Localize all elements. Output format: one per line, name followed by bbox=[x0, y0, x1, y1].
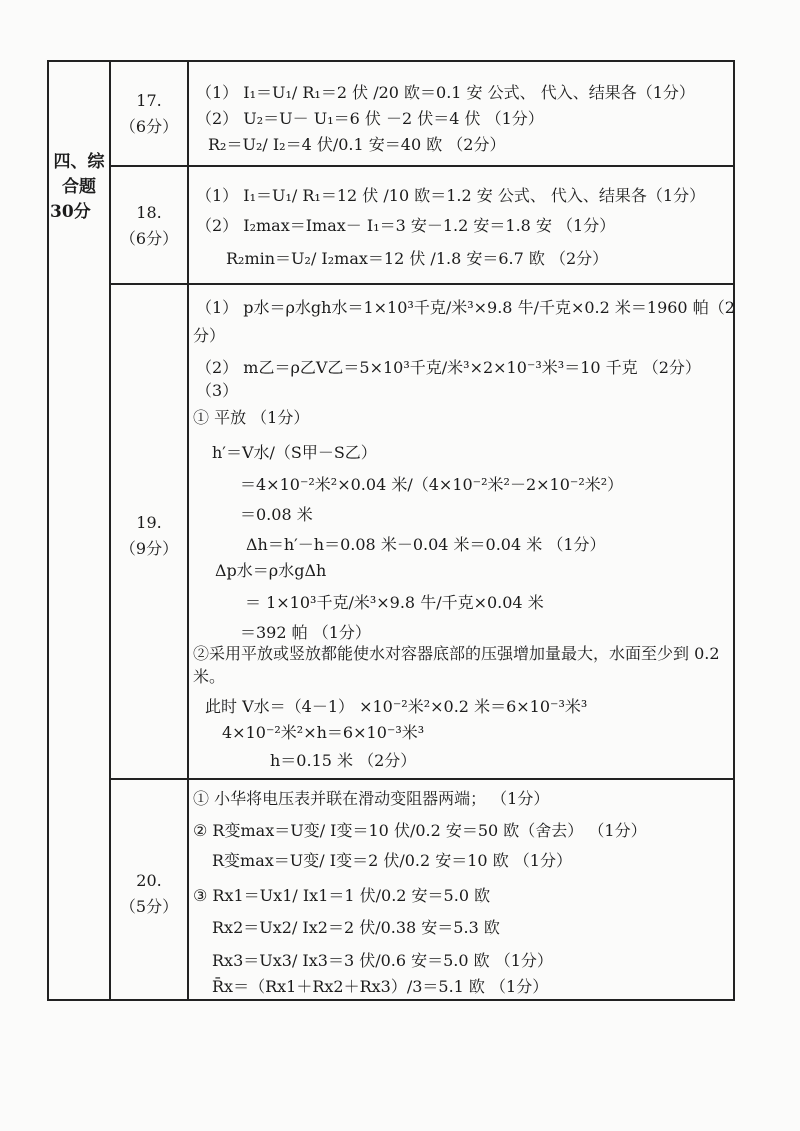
q20-score: （5分） bbox=[119, 897, 179, 916]
q20-line-1: ① 小华将电压表并联在滑动变阻器两端； （1分） bbox=[193, 789, 550, 808]
section-label bbox=[48, 150, 110, 225]
q19-line-14: 米。 bbox=[193, 667, 226, 686]
q18-line-3: R₂min＝U₂/ I₂max＝12 伏 /1.8 安＝6.7 欧 （2分） bbox=[226, 249, 609, 268]
q19-line-15: 此时 V水＝（4－1） ×10⁻²米²×0.2 米＝6×10⁻³米³ bbox=[205, 697, 588, 716]
question-20-number bbox=[110, 868, 188, 920]
q19-line-9: Δh＝h′－h＝0.08 米－0.04 米＝0.04 米 （1分） bbox=[246, 535, 606, 554]
q18-score: （6分） bbox=[119, 229, 179, 248]
q18-num: 18. bbox=[136, 203, 162, 222]
section-label-line2: 合题 bbox=[62, 177, 96, 197]
q19-line-5: ① 平放 （1分） bbox=[193, 408, 310, 427]
q17-line-3: R₂＝U₂/ I₂＝4 伏/0.1 安＝40 欧 （2分） bbox=[208, 135, 506, 154]
section-label-line3: 30分 bbox=[50, 202, 91, 222]
q19-line-2: 分） bbox=[193, 326, 226, 345]
table-right-border bbox=[733, 60, 735, 1001]
q20-line-3: R变max＝U变/ I变＝2 伏/0.2 安＝10 欧 （1分） bbox=[212, 851, 572, 870]
q19-line-12: ＝392 帕 （1分） bbox=[240, 623, 371, 642]
q20-num: 20. bbox=[136, 871, 162, 890]
q19-score: （9分） bbox=[119, 539, 179, 558]
q19-line-8: ＝0.08 米 bbox=[240, 505, 313, 524]
section-label-line1: 四、综 bbox=[53, 152, 105, 172]
question-19-number bbox=[110, 510, 188, 562]
table-top-border bbox=[48, 60, 734, 62]
q19-line-6: h′＝V水/（S甲－S乙） bbox=[212, 443, 377, 462]
question-17-number bbox=[110, 88, 188, 140]
row-divider-18-19 bbox=[110, 283, 734, 285]
q20-line-4: ③ Rx1＝Ux1/ Ix1＝1 伏/0.2 安＝5.0 欧 bbox=[193, 886, 491, 905]
q20-line-5: Rx2＝Ux2/ Ix2＝2 伏/0.38 安＝5.3 欧 bbox=[212, 918, 500, 937]
q19-line-1: （1） p水＝ρ水gh水＝1×10³千克/米³×9.8 牛/千克×0.2 米＝1960 帕（2 bbox=[196, 298, 735, 317]
q20-line-2: ② R变max＝U变/ I变＝10 伏/0.2 安＝50 欧（舍去） （1分） bbox=[193, 821, 647, 840]
q19-line-7: ＝4×10⁻²米²×0.04 米/（4×10⁻²米²－2×10⁻²米²） bbox=[240, 475, 624, 494]
q20-line-7: R̄x＝（Rx1＋Rx2＋Rx3）/3＝5.1 欧 （1分） bbox=[212, 977, 549, 996]
question-18-number bbox=[110, 200, 188, 252]
q17-line-1: （1） I₁＝U₁/ R₁＝2 伏 /20 欧＝0.1 安 公式、 代入、结果各（1分） bbox=[196, 83, 695, 102]
row-divider-17-18 bbox=[110, 165, 734, 167]
q17-line-2: （2） U₂＝U－ U₁＝6 伏 －2 伏＝4 伏 （1分） bbox=[196, 109, 544, 128]
q17-score: （6分） bbox=[119, 117, 179, 136]
q19-line-11: ＝ 1×10³千克/米³×9.8 牛/千克×0.04 米 bbox=[245, 593, 544, 612]
q19-line-17: h＝0.15 米 （2分） bbox=[270, 751, 417, 770]
q19-line-4: （3） bbox=[196, 381, 239, 400]
q19-line-13: ②采用平放或竖放都能使水对容器底部的压强增加量最大，水面至少到 0.2 bbox=[193, 644, 720, 663]
table-bottom-border bbox=[48, 999, 734, 1001]
q17-num: 17. bbox=[136, 91, 162, 110]
q19-line-16: 4×10⁻²米²×h＝6×10⁻³米³ bbox=[222, 723, 425, 742]
q18-line-2: （2） I₂max＝Imax－ I₁＝3 安－1.2 安＝1.8 安 （1分） bbox=[196, 216, 616, 235]
q20-line-6: Rx3＝Ux3/ Ix3＝3 伏/0.6 安＝5.0 欧 （1分） bbox=[212, 951, 553, 970]
row-divider-19-20 bbox=[110, 778, 734, 780]
q18-line-1: （1） I₁＝U₁/ R₁＝12 伏 /10 欧＝1.2 安 公式、 代入、结果各（1分） bbox=[196, 186, 706, 205]
q19-line-10: Δp水＝ρ水gΔh bbox=[215, 561, 327, 580]
q19-num: 19. bbox=[136, 513, 162, 532]
q19-line-3: （2） m乙＝ρ乙V乙＝5×10³千克/米³×2×10⁻³米³＝10 千克 （2分） bbox=[196, 358, 701, 377]
